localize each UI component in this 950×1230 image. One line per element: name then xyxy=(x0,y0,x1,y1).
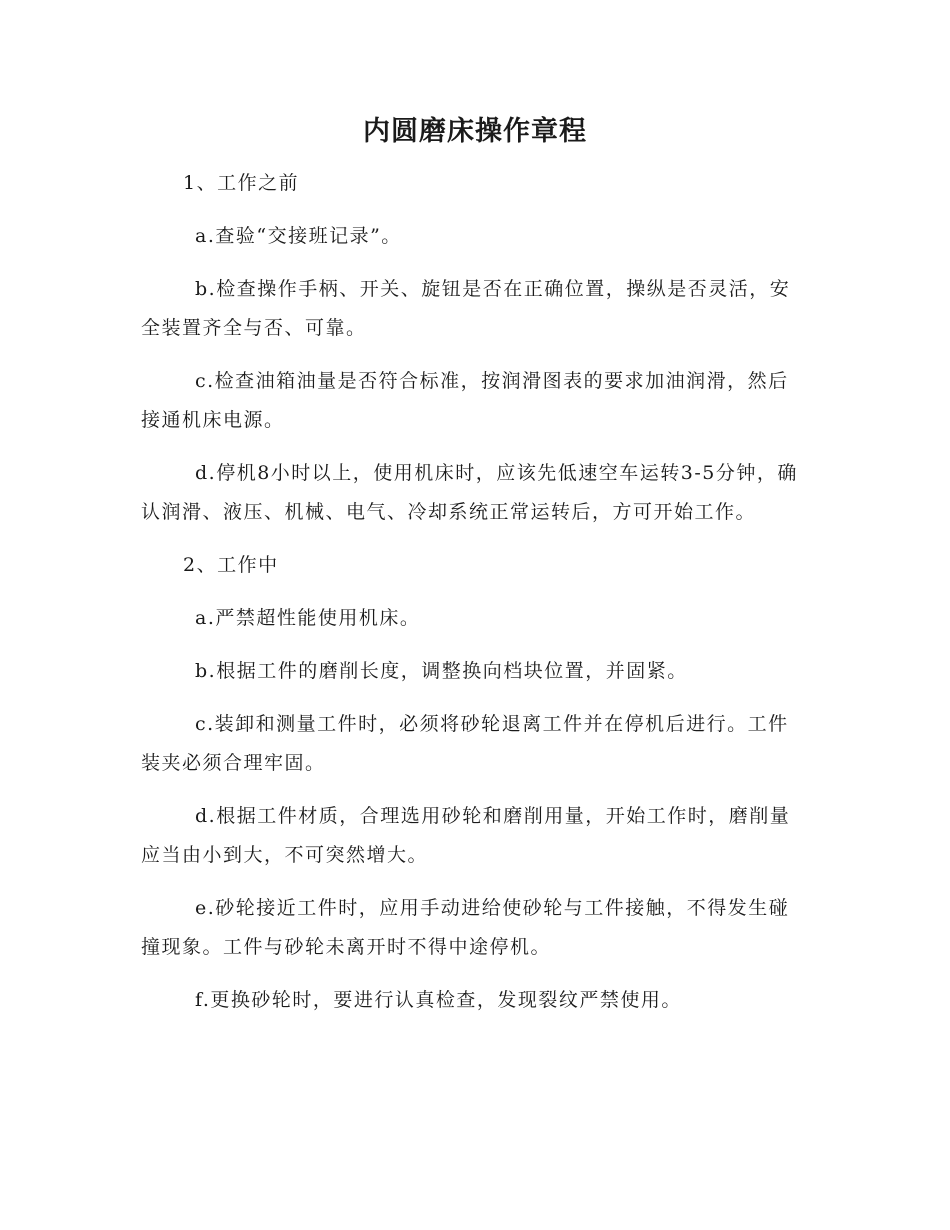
paragraph: c.检查油箱油量是否符合标准，按润滑图表的要求加油润滑，然后接通机床电源。 xyxy=(141,370,789,431)
paragraph: d.根据工件材质，合理选用砂轮和磨削用量，开始工作时，磨削量应当由小到大，不可突然增大。 xyxy=(141,805,791,866)
paragraph: a.查验“交接班记录”。 xyxy=(195,225,402,247)
document-body xyxy=(141,164,809,1034)
paragraph: b.根据工件的磨削长度，调整换向档块位置，并固紧。 xyxy=(195,660,688,682)
paragraph: d.停机8小时以上，使用机床时，应该先低速空车运转3-5分钟，确认润滑、液压、机械、电气、冷却系统正常运转后，方可开始工作。 xyxy=(141,462,798,523)
paragraph: e.砂轮接近工件时，应用手动进给使砂轮与工件接触，不得发生碰撞现象。工件与砂轮未离开时不得中途停机。 xyxy=(141,897,790,958)
paragraph: f.更换砂轮时，要进行认真检查，发现裂纹严禁使用。 xyxy=(195,989,682,1011)
paragraph: c.装卸和测量工件时，必须将砂轮退离工件并在停机后进行。工件装夹必须合理牢固。 xyxy=(141,713,789,774)
paragraph: a.严禁超性能使用机床。 xyxy=(195,607,421,629)
section-heading: 1、工作之前 xyxy=(183,172,300,194)
section-heading: 2、工作中 xyxy=(183,554,279,576)
paragraph: b.检查操作手柄、开关、旋钮是否在正确位置，操纵是否灵活，安全装置齐全与否、可靠。 xyxy=(141,278,791,339)
document-title: 内圆磨床操作章程 xyxy=(363,116,587,147)
